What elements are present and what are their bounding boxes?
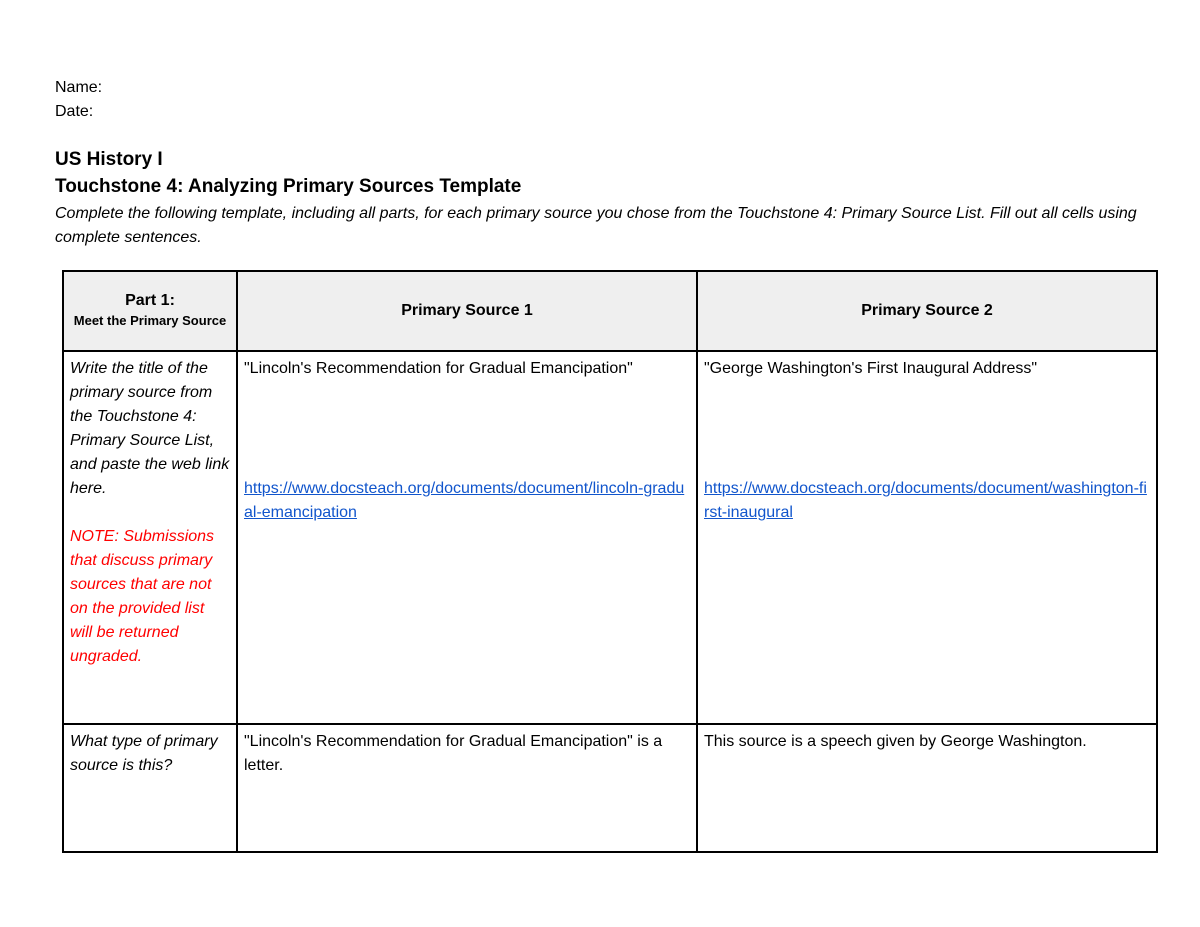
- document-heading: [55, 146, 1155, 250]
- source2-header-cell: [697, 271, 1157, 351]
- part-title: Part 1:: [125, 292, 175, 309]
- source1-answer: "Lincoln's Recommendation for Gradual Emancipation" is a letter.: [244, 733, 663, 774]
- question-cell: [63, 724, 237, 852]
- question-text: Write the title of the primary source from the Touchstone 4: Primary Source List, and paste the web link here.: [70, 360, 230, 497]
- student-info: [55, 76, 102, 124]
- source1-answer-cell[interactable]: [237, 351, 697, 724]
- source1-title: "Lincoln's Recommendation for Gradual Emancipation": [244, 360, 633, 377]
- primary-source-table: [62, 270, 1158, 853]
- source2-link[interactable]: https://www.docsteach.org/documents/document/washington-first-inaugural: [704, 480, 1147, 521]
- table-row: [63, 351, 1157, 724]
- question-cell: [63, 351, 237, 724]
- note-text: NOTE: Submissions that discuss primary sources that are not on the provided list will be returned ungraded.: [70, 528, 215, 665]
- source1-link[interactable]: https://www.docsteach.org/documents/document/lincoln-gradual-emancipation: [244, 480, 685, 521]
- question-text: What type of primary source is this?: [70, 733, 218, 774]
- table-header-row: [63, 271, 1157, 351]
- part-header-cell: [63, 271, 237, 351]
- source1-header-cell: [237, 271, 697, 351]
- source2-answer-cell[interactable]: [697, 724, 1157, 852]
- source2-answer: This source is a speech given by George Washington.: [704, 733, 1087, 750]
- course-title: US History I: [55, 149, 163, 170]
- document-title: Touchstone 4: Analyzing Primary Sources Template: [55, 176, 522, 197]
- instructions-text: Complete the following template, including all parts, for each primary source you chose from the Touchstone 4: Primary Source List. Fill out all cells using complete sentences.: [55, 205, 1137, 246]
- source2-title: "George Washington's First Inaugural Address": [704, 360, 1038, 377]
- name-label: Name:: [55, 79, 103, 96]
- source1-header: Primary Source 1: [401, 302, 533, 319]
- part-subtitle: Meet the Primary Source: [73, 313, 227, 328]
- source1-answer-cell[interactable]: [237, 724, 697, 852]
- source2-header: Primary Source 2: [861, 302, 993, 319]
- date-label: Date:: [55, 103, 94, 120]
- table-row: [63, 724, 1157, 852]
- source2-answer-cell[interactable]: [697, 351, 1157, 724]
